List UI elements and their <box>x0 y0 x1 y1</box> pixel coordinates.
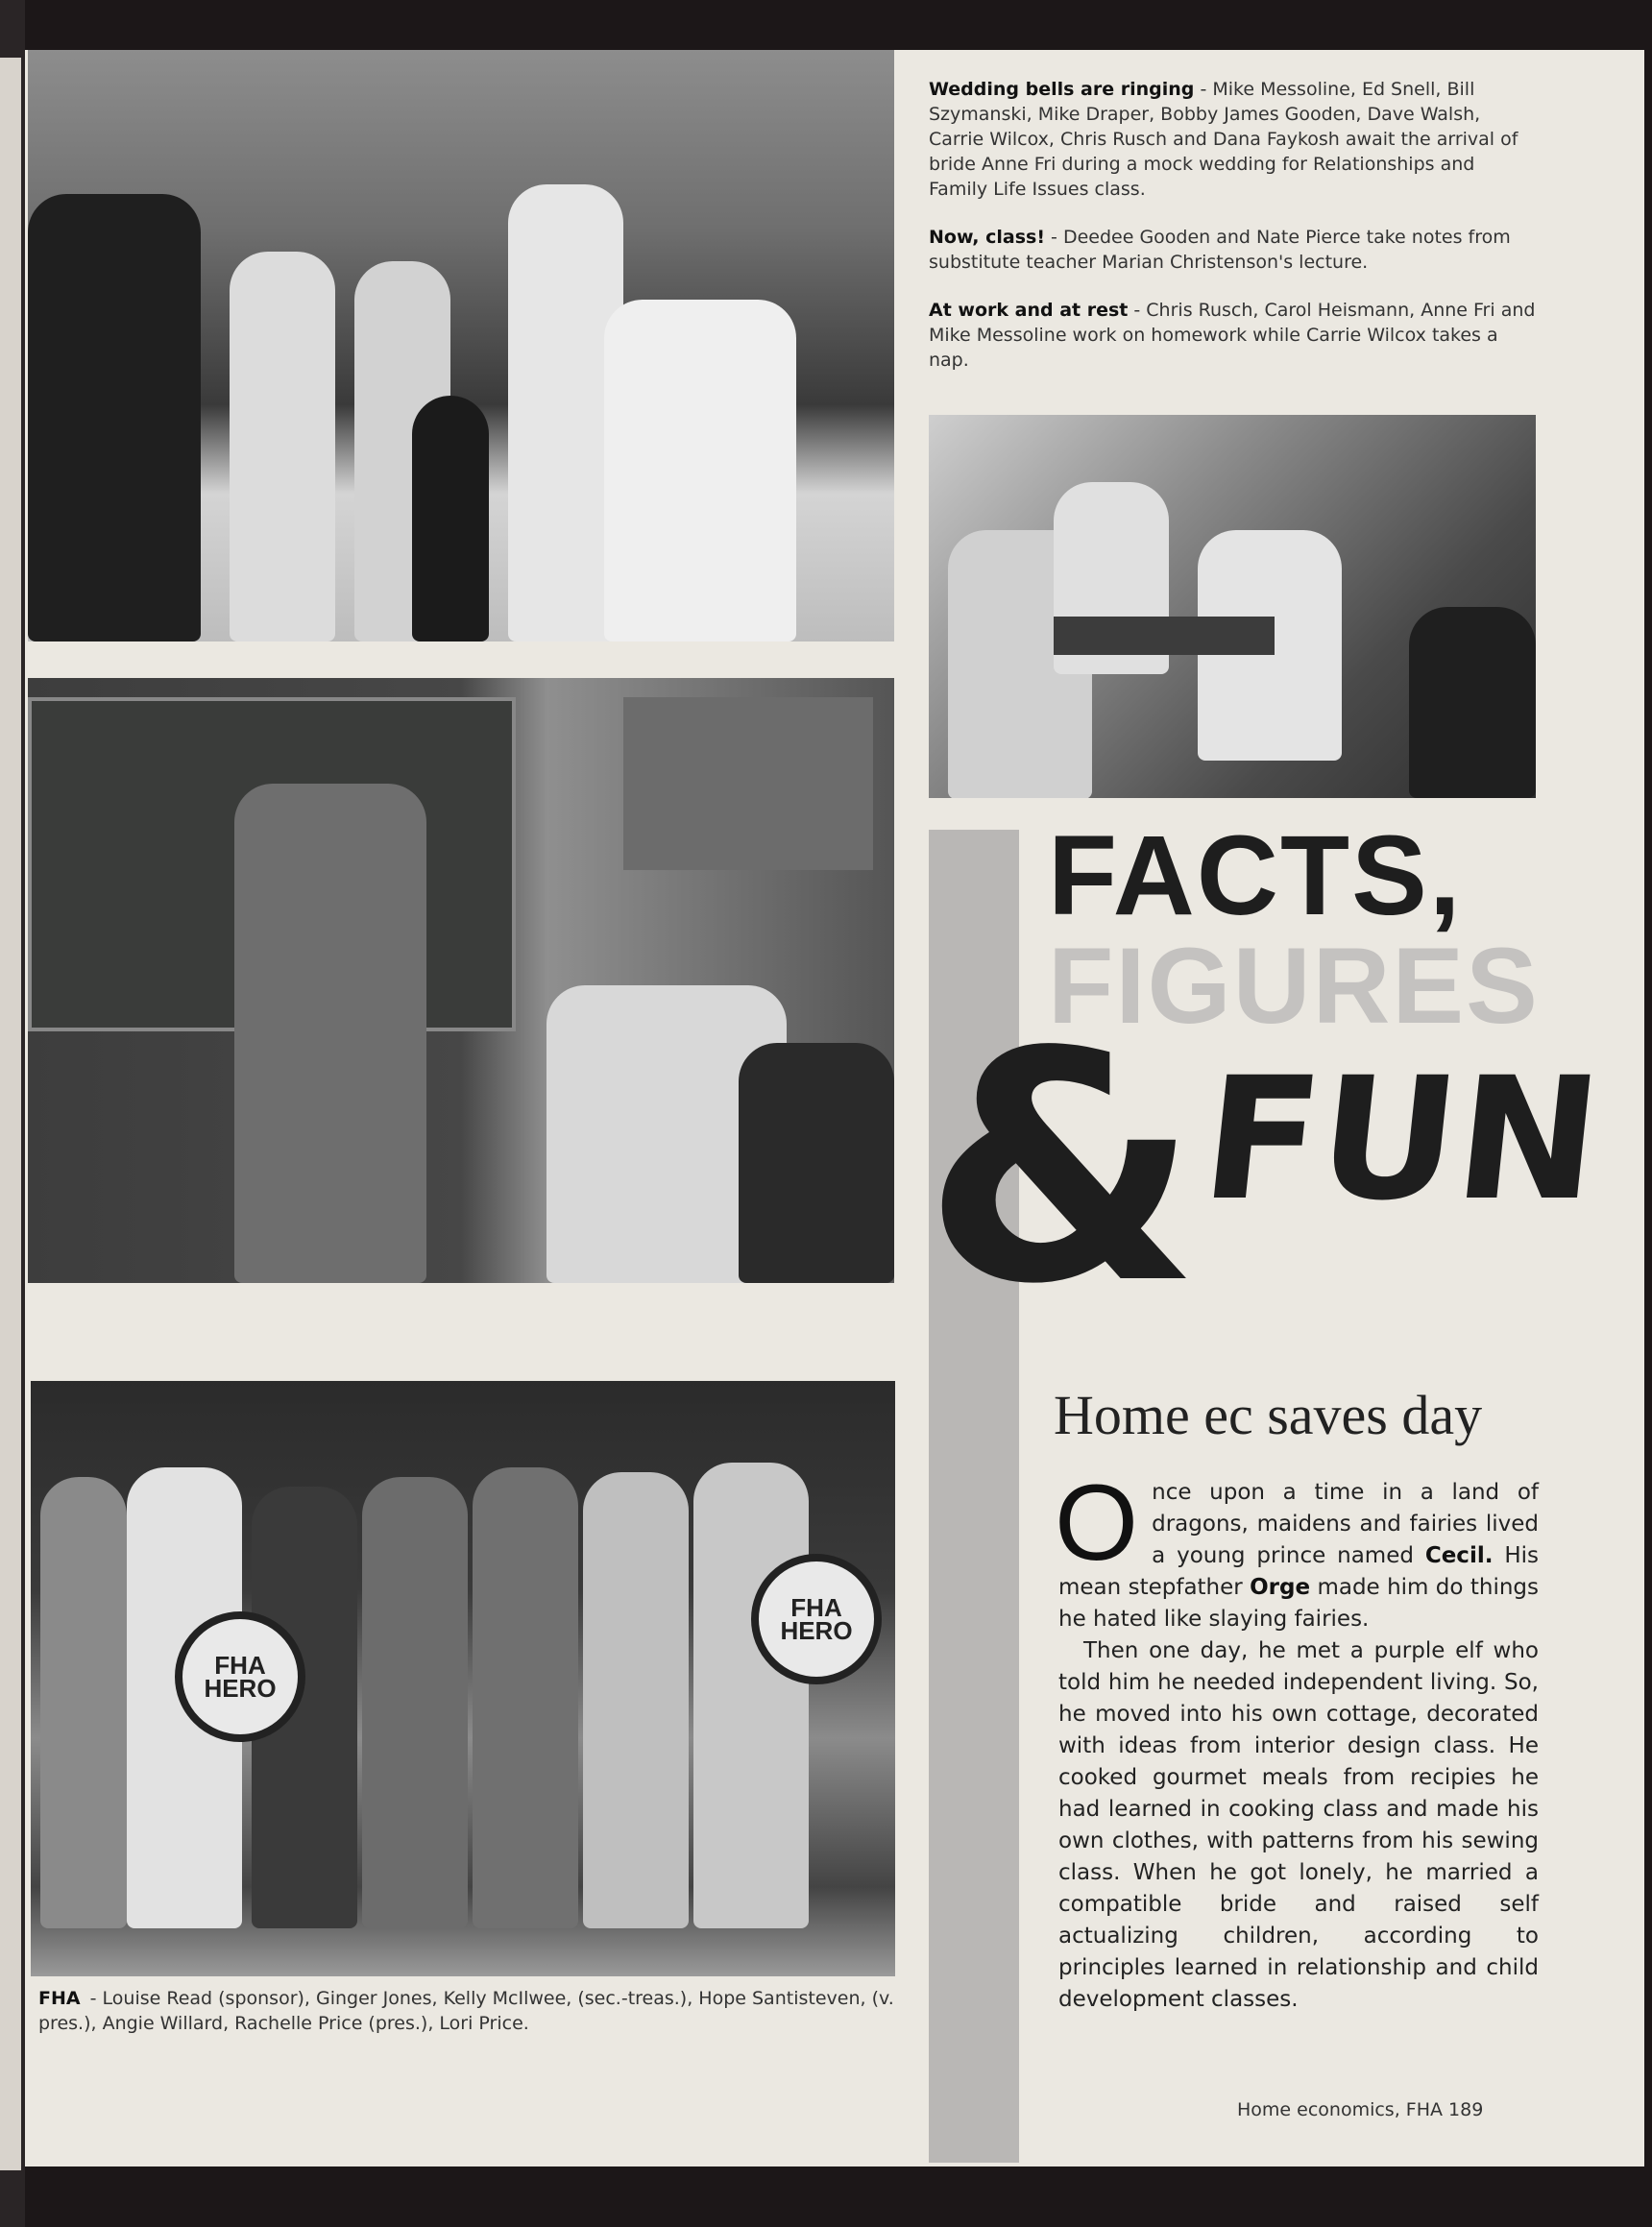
drop-cap: O <box>1055 1463 1139 1583</box>
member-figure <box>693 1463 809 1928</box>
title-ampersand: & <box>923 984 1200 1353</box>
member-figure <box>583 1472 689 1928</box>
member-figure <box>362 1477 468 1928</box>
photo-fha-group <box>31 1381 895 1976</box>
fha-hero-emblem: FHA HERO <box>175 1611 305 1742</box>
teacher-figure <box>234 784 426 1283</box>
photo-mock-wedding <box>28 50 894 641</box>
officiant-figure <box>28 194 201 641</box>
story-heading: Home ec saves day <box>1054 1384 1483 1446</box>
member-figure <box>473 1467 578 1928</box>
fha-hero-emblem: FHA HERO <box>751 1554 882 1684</box>
photo-captions <box>929 77 1538 396</box>
title-fun: FUN <box>1194 1041 1610 1238</box>
story-body <box>1055 1463 1540 2016</box>
story-paragraph: Then one day, he met a purple elf who told him he needed independent living. So, he moved into his own cottage, decorated with ideas from interior design class. He cooked gourmet meals from recipies he had learned in cooking class and made his own clothes, with patterns from his sewing class. When he got lonely, he married a compatible bride and raised self actualizing children, according to principles learned in relationship and child development classes. <box>1058 1638 1539 2012</box>
story-paragraph: Once upon a time in a land of dragons, maidens and fairies lived a young prince named Cecil. His mean stepfather Orge made him do things he hated like slaying fairies. <box>1055 1463 1540 1632</box>
caption-work-rest: At work and at rest - Chris Rusch, Carol Heismann, Anne Fri and Mike Messoline work on homework while Carrie Wilcox takes a nap. <box>929 300 1536 371</box>
student-figure <box>739 1043 894 1283</box>
photo-classroom-lecture <box>28 678 894 1283</box>
yearbook-page <box>25 50 1644 2166</box>
groomsman-figure <box>230 252 335 641</box>
photo-study-table <box>929 415 1536 798</box>
title-facts: FACTS, <box>1048 812 1463 939</box>
child-figure <box>412 396 489 641</box>
previous-page-edge <box>0 58 21 2170</box>
title-figures: FIGURES <box>1048 926 1540 1046</box>
table <box>1054 617 1275 655</box>
bulletin-board <box>623 697 873 870</box>
member-figure <box>40 1477 127 1928</box>
book-spine <box>0 0 25 2227</box>
caption-wedding: Wedding bells are ringing - Mike Messoline, Ed Snell, Bill Szymanski, Mike Draper, Bobby James Gooden, Dave Walsh, Carrie Wilcox, Chris Rusch and Dana Faykosh await the arrival of bride Anne Fri during a mock wedding for Relationships and Family Life Issues class. <box>929 79 1518 200</box>
caption-fha: FHA - Louise Read (sponsor), Ginger Jones, Kelly McIlwee, (sec.-treas.), Hope Santisteven, (v. pres.), Angie Willard, Rachelle Price (pres.), Lori Price. <box>38 1988 894 2034</box>
sleeping-student-figure <box>1409 607 1536 798</box>
caption-now-class: Now, class! - Deedee Gooden and Nate Pierce take notes from substitute teacher Marian Christenson's lecture. <box>929 227 1511 273</box>
bride-figure <box>604 300 796 641</box>
page-folio: Home economics, FHA 189 <box>1237 2099 1484 2120</box>
